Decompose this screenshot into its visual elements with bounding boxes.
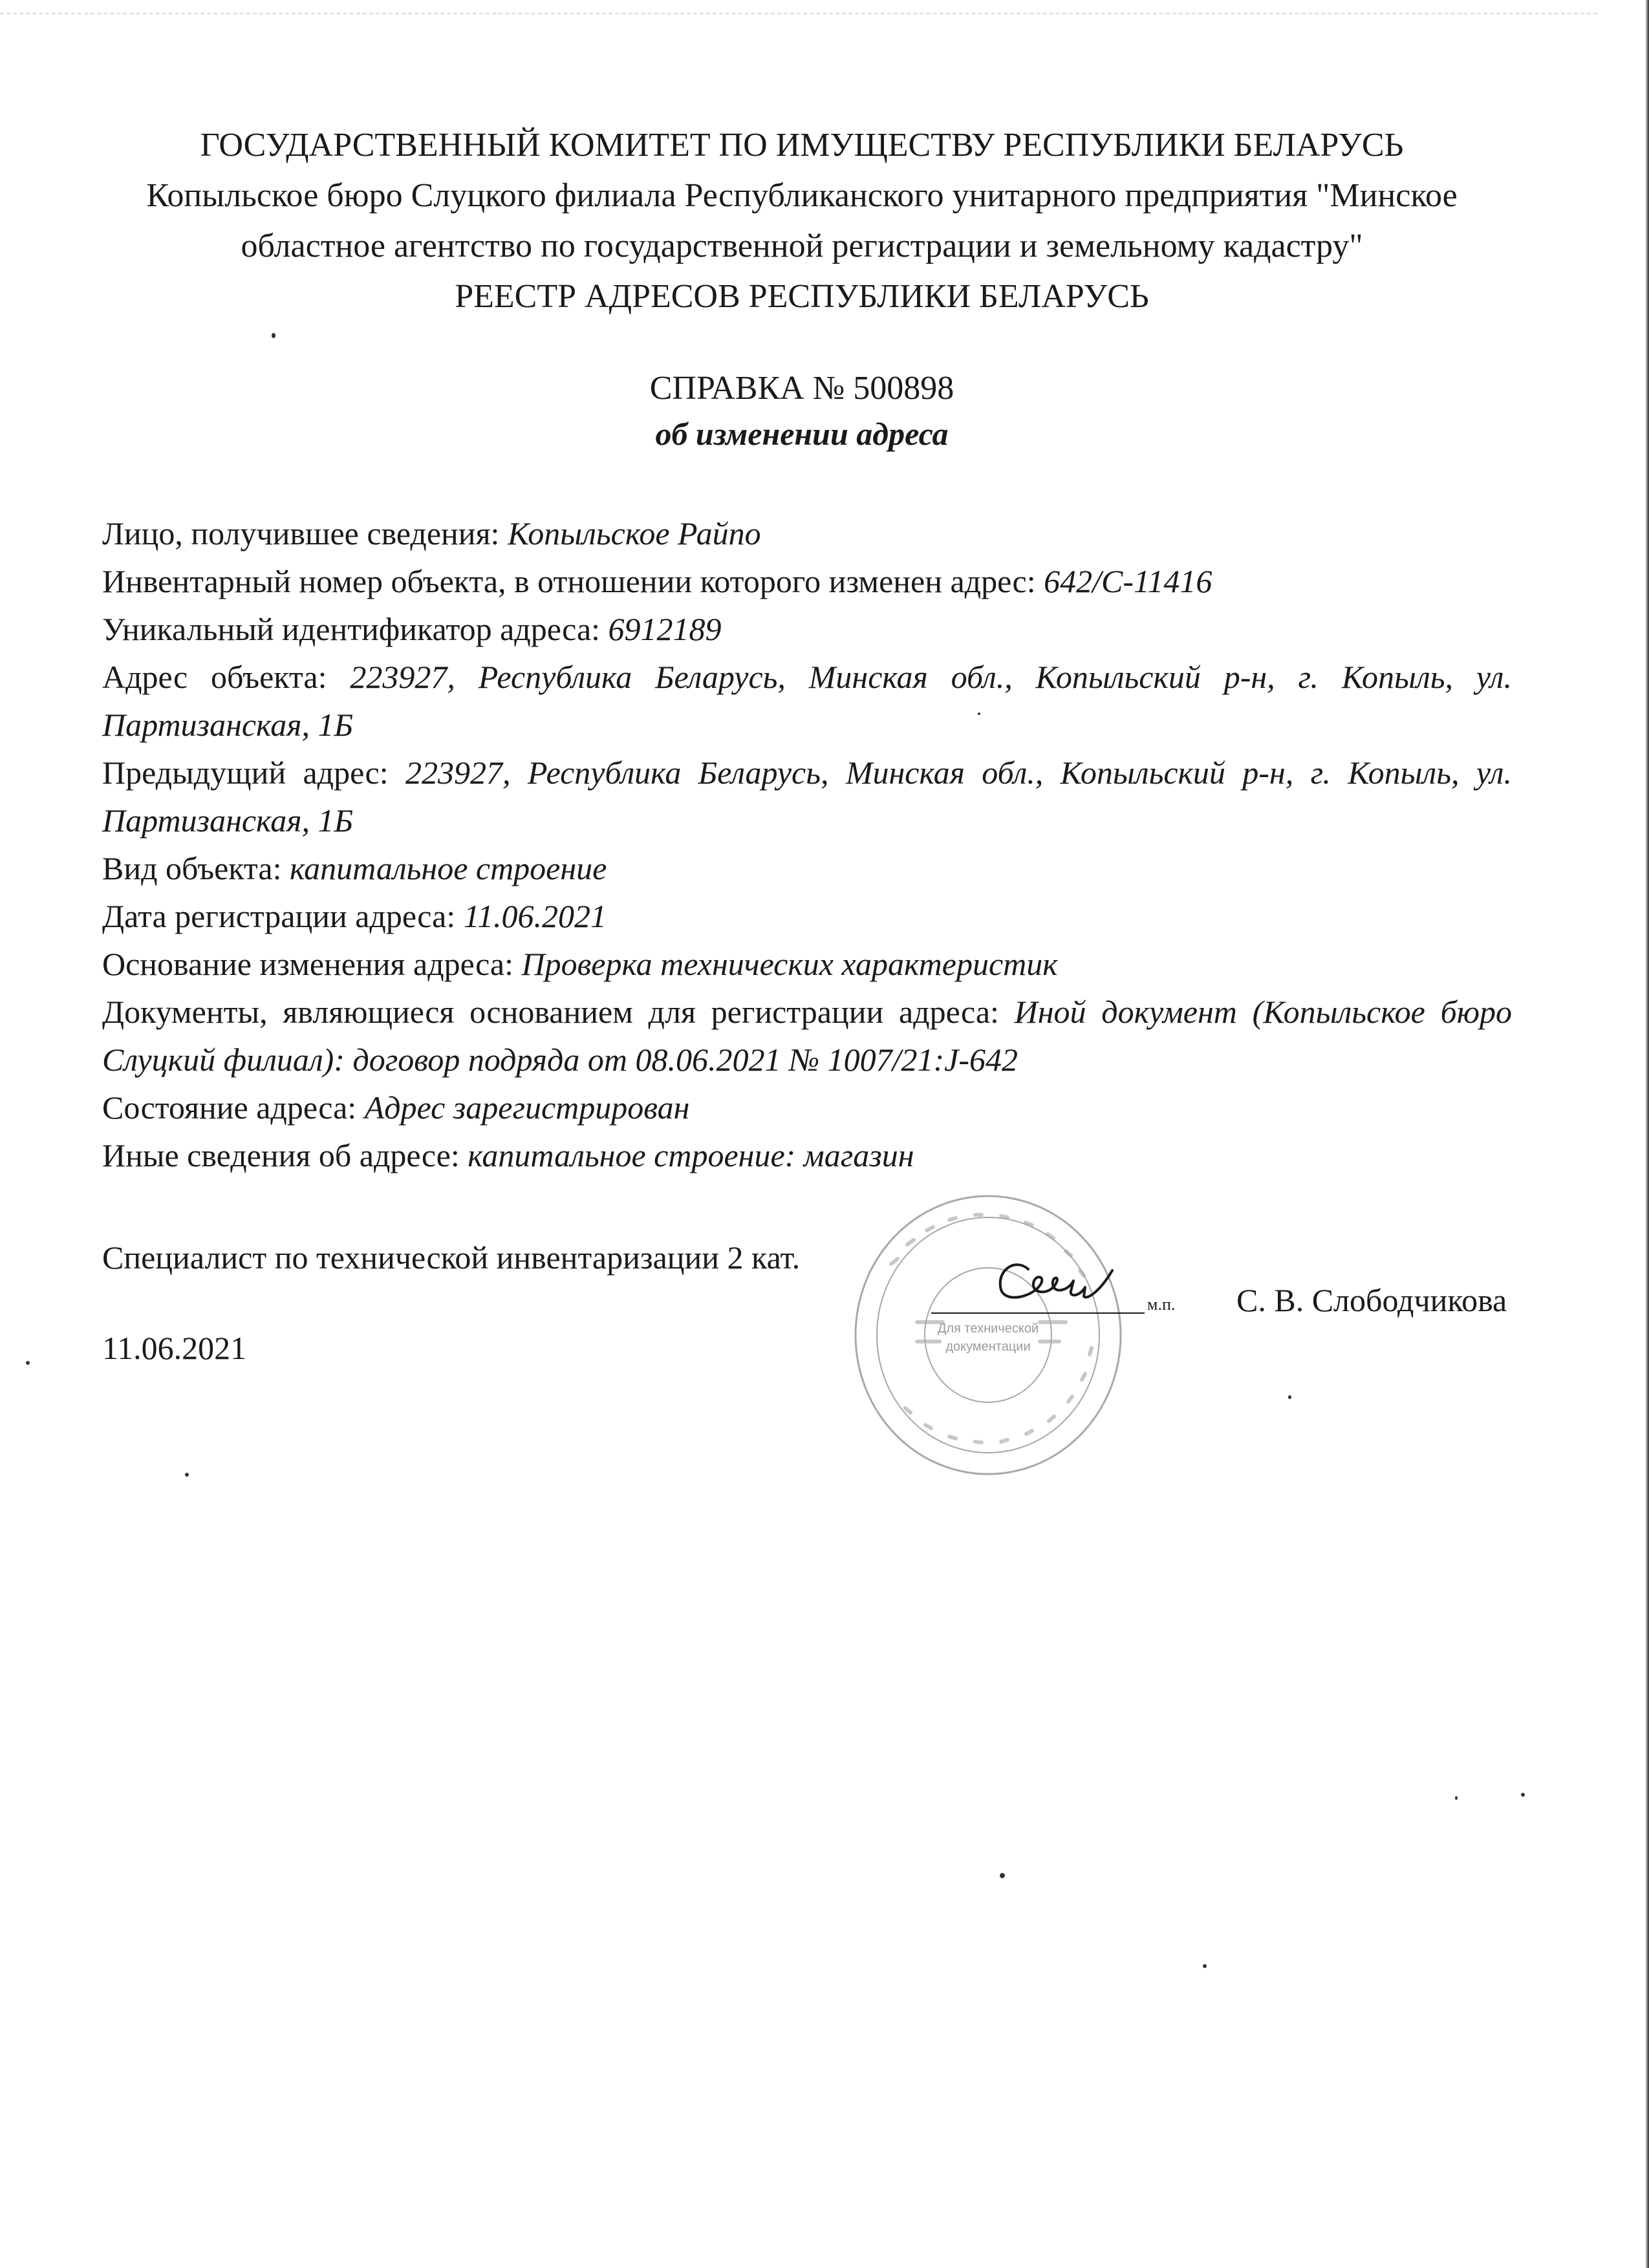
field-label: Вид объекта: xyxy=(102,850,290,886)
scan-speck xyxy=(1521,1793,1525,1797)
header-registry: РЕЕСТР АДРЕСОВ РЕСПУБЛИКИ БЕЛАРУСЬ xyxy=(455,278,1149,315)
field-previous-address xyxy=(102,749,1512,844)
field-registration-date xyxy=(102,892,1512,940)
field-label: Иные сведения об адресе: xyxy=(102,1137,468,1173)
handwritten-signature xyxy=(989,1245,1132,1316)
field-address-id xyxy=(102,605,1512,653)
field-value: капитальное строение xyxy=(289,850,607,886)
signer-position: Специалист по технической инвентаризации 2 кат. xyxy=(102,1239,801,1276)
scan-speck xyxy=(185,1473,189,1477)
scan-speck xyxy=(1203,1964,1207,1968)
field-inventory-number xyxy=(102,557,1512,605)
field-label: Инвентарный номер объекта, в отношении которого изменен адрес: xyxy=(102,563,1044,599)
field-value: Адрес зарегистрирован xyxy=(364,1089,690,1126)
field-label: Основание изменения адреса: xyxy=(102,946,522,982)
seal-place-label: м.п. xyxy=(1147,1295,1176,1314)
field-address-status xyxy=(102,1084,1512,1131)
scan-edge-right xyxy=(1645,0,1649,2268)
field-label: Адрес объекта: xyxy=(102,659,350,695)
document-subtitle: об изменении адреса xyxy=(655,416,949,452)
scan-speck xyxy=(26,1361,30,1365)
field-value: 223927, Республика Беларусь, Минская обл., Копыльский р-н, г. Копыль, ул. Партизанская, 1Б xyxy=(102,754,1512,839)
fields-list xyxy=(102,509,1512,1179)
field-label: Лицо, получившее сведения: xyxy=(102,515,508,551)
field-object-type xyxy=(102,844,1512,892)
field-value: 6912189 xyxy=(608,611,722,647)
field-other-info xyxy=(102,1131,1512,1179)
scan-edge-top xyxy=(0,13,1597,15)
field-change-basis xyxy=(102,940,1512,988)
field-label: Состояние адреса: xyxy=(102,1089,365,1126)
field-value: Копыльское Райпо xyxy=(507,515,761,551)
header-bureau: Копыльское бюро Слуцкого филиала Республиканского унитарного предприятия "Минское xyxy=(146,177,1458,214)
document-title: СПРАВКА № 500898 xyxy=(649,370,954,407)
field-object-address xyxy=(102,653,1512,749)
field-value: 223927, Республика Беларусь, Минская обл., Копыльский р-н, г. Копыль, ул. Партизанская, 1Б xyxy=(102,659,1512,743)
official-stamp xyxy=(846,1186,1130,1484)
scan-speck xyxy=(272,333,275,338)
scan-speck xyxy=(1455,1796,1458,1800)
field-label: Дата регистрации адреса: xyxy=(102,898,464,934)
field-value: 11.06.2021 xyxy=(463,898,607,934)
header-committee: ГОСУДАРСТВЕННЫЙ КОМИТЕТ ПО ИМУЩЕСТВУ РЕСПУБЛИКИ БЕЛАРУСЬ xyxy=(200,127,1404,164)
scan-speck xyxy=(1288,1395,1291,1399)
stamp-inner-text: Для технической xyxy=(937,1321,1039,1336)
field-label: Уникальный идентификатор адреса: xyxy=(102,611,609,647)
field-value: 642/С-11416 xyxy=(1044,563,1212,599)
signer-name: С. В. Слободчикова xyxy=(1236,1282,1507,1318)
field-label: Предыдущий адрес: xyxy=(102,754,405,791)
field-value: Иной документ (Копыльское бюро Слуцкий филиал): договор подряда от 08.06.2021 № 1007/21:J-642 xyxy=(102,994,1512,1078)
scan-speck xyxy=(978,712,980,715)
header-agency: областное агентство по государственной регистрации и земельному кадастру" xyxy=(241,228,1363,264)
field-value: Проверка технических характеристик xyxy=(521,946,1058,982)
field-label: Документы, являющиеся основанием для регистрации адреса: xyxy=(102,994,1015,1030)
field-value: капитальное строение: магазин xyxy=(468,1137,914,1173)
svg-text:документации: документации xyxy=(945,1340,1031,1354)
document-header xyxy=(97,120,1507,322)
scan-speck xyxy=(1000,1873,1005,1878)
issue-date: 11.06.2021 xyxy=(102,1330,247,1366)
signature-line xyxy=(931,1312,1145,1314)
field-recipient xyxy=(102,509,1512,557)
field-basis-documents xyxy=(102,988,1512,1084)
